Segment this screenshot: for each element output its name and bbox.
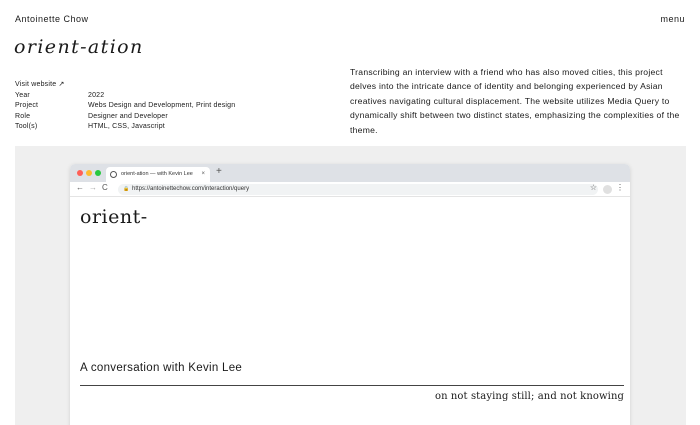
- site-tagline: on not staying still; and not knowing: [434, 391, 624, 402]
- bookmark-star-icon[interactable]: ☆: [589, 183, 597, 192]
- meta-key: Tool(s): [15, 123, 38, 130]
- browser-menu-icon[interactable]: ⋮: [616, 183, 624, 192]
- meta-key: Project: [15, 102, 39, 109]
- project-description: Transcribing an interview with a friend who has also moved cities, this project delves into the intricate dance of identity and belonging experienced by Asian creatives navigating cultural displacement. The website utilizes Media Query to dynamically shift between two distinct states, emphasizing the complexities of the theme.: [350, 67, 680, 135]
- window-close-icon[interactable]: [77, 170, 83, 176]
- meta-row-year: [15, 91, 235, 102]
- menu-link[interactable]: menu: [660, 14, 685, 24]
- new-tab-icon[interactable]: +: [216, 166, 222, 177]
- site-name[interactable]: Antoinette Chow: [15, 14, 89, 24]
- browser-tab-bar: [70, 164, 630, 182]
- reload-icon[interactable]: C: [102, 183, 108, 192]
- meta-row-project: [15, 101, 235, 112]
- divider: [80, 385, 624, 386]
- url-text: https://antoinettechow.com/interaction/query: [132, 186, 250, 192]
- meta-key: Role: [15, 112, 31, 120]
- forward-arrow-icon[interactable]: →: [89, 183, 97, 192]
- address-bar[interactable]: [118, 184, 598, 195]
- back-arrow-icon[interactable]: ←: [76, 183, 84, 192]
- lock-icon: 🔒: [123, 186, 130, 192]
- window-maximize-icon[interactable]: [95, 170, 101, 176]
- site-subtitle: A conversation with Kevin Lee: [80, 362, 243, 374]
- browser-tab[interactable]: [106, 167, 210, 182]
- meta-value: HTML, CSS, Javascript: [88, 123, 165, 130]
- tab-title: orient-ation — with Kevin Lee: [121, 171, 193, 177]
- profile-avatar-icon[interactable]: [603, 185, 612, 194]
- site-heading: orient-: [80, 206, 148, 228]
- meta-row-role: [15, 112, 235, 123]
- project-showcase: [15, 146, 686, 425]
- meta-key: Year: [15, 91, 30, 99]
- favicon-icon: [110, 171, 117, 178]
- meta-row-tools: [15, 122, 235, 133]
- project-title: orient-ation: [14, 36, 144, 58]
- window-minimize-icon[interactable]: [86, 170, 92, 176]
- meta-value: Designer and Developer: [88, 112, 168, 120]
- tab-close-icon[interactable]: ×: [201, 171, 205, 177]
- visit-website-link[interactable]: Visit website ↗: [15, 81, 65, 88]
- meta-value: 2022: [88, 91, 105, 99]
- meta-value: Webs Design and Development, Print design: [88, 102, 236, 109]
- project-meta: [15, 80, 235, 133]
- browser-toolbar: [70, 182, 630, 197]
- browser-mockup: [70, 164, 630, 425]
